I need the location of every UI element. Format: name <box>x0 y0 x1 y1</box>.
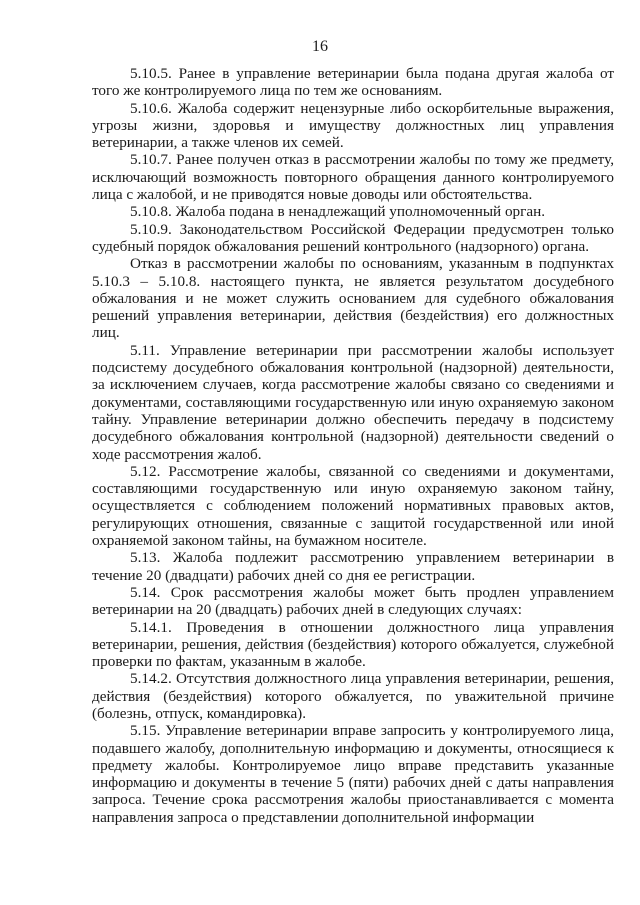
paragraph-refusal-note: Отказ в рассмотрении жалобы по основаниям, указанным в подпунктах 5.10.3 – 5.10.8. настоящего пункта, не является результатом досудебного обжалования и не может служить основанием для судебного обжалования решений управления ветеринарии, действия (бездействия) его должностных лиц. <box>92 255 614 342</box>
paragraph-5-11: 5.11. Управление ветеринарии при рассмотрении жалобы использует подсистему досудебного обжалования контрольной (надзорной) деятельности, за исключением случаев, когда рассмотрение жалобы связано со сведениями и документами, составляющими государственную или иную охраняемую законом тайну. Управление ветеринарии должно обеспечить передачу в подсистему досудебного обжалования контрольной (надзорной) деятельности сведений о ходе рассмотрения жалоб. <box>92 341 614 463</box>
paragraph-5-14-1: 5.14.1. Проведения в отношении должностного лица управления ветеринарии, решения, действия (бездействия) которого обжалуется, служебной проверки по фактам, указанным в жалобе. <box>92 618 614 671</box>
paragraph-5-12: 5.12. Рассмотрение жалобы, связанной со сведениями и документами, составляющими государственную или иную охраняемую законом тайну, осуществляется с соблюдением положений нормативных правовых актов, регулирующих отношения, связанные с защитой государственной или иной охраняемой законом тайны, на бумажном носителе. <box>92 462 614 550</box>
paragraph-5-10-6: 5.10.6. Жалоба содержит нецензурные либо оскорбительные выражения, угрозы жизни, здоровья и имуществу должностных лиц управления ветеринарии, а также членов их семей. <box>92 99 614 152</box>
paragraph-5-10-9: 5.10.9. Законодательством Российской Федерации предусмотрен только судебный порядок обжалования решений контрольного (надзорного) органа. <box>92 220 614 255</box>
paragraph-5-15: 5.15. Управление ветеринарии вправе запросить у контролируемого лица, подавшего жалобу, дополнительную информацию и документы, относящиеся к предмету жалобы. Контролируемое лицо вправе представить указанные информацию и документы в течение 5 (пяти) рабочих дней с даты направления запроса. Течение срока рассмотрения жалобы приостанавливается с момента направления запроса о представлении дополнительной информации <box>92 722 614 826</box>
paragraph-5-14-2: 5.14.2. Отсутствия должностного лица управления ветеринарии, решения, действия (бездействия) которого обжалуется, по уважительной причине (болезнь, отпуск, командировка). <box>92 670 614 722</box>
paragraph-5-14: 5.14. Срок рассмотрения жалобы может быть продлен управлением ветеринарии на 20 (двадцать) рабочих дней в следующих случаях: <box>92 583 614 619</box>
paragraph-5-10-8: 5.10.8. Жалоба подана в ненадлежащий уполномоченный орган. <box>130 203 546 221</box>
paragraph-5-10-7: 5.10.7. Ранее получен отказ в рассмотрении жалобы по тому же предмету, исключающий возможность повторного обращения данного контролируемого лица с жалобой, и не приводятся новые доводы или обстоятельства. <box>92 151 614 204</box>
document-body <box>92 65 614 826</box>
paragraph-5-13: 5.13. Жалоба подлежит рассмотрению управлением ветеринарии в течение 20 (двадцати) рабочих дней со дня ее регистрации. <box>92 549 614 584</box>
paragraph-5-10-5: 5.10.5. Ранее в управление ветеринарии была подана другая жалоба от того же контролируемого лица по тем же основаниям. <box>92 65 614 100</box>
page-number: 16 <box>312 38 328 55</box>
